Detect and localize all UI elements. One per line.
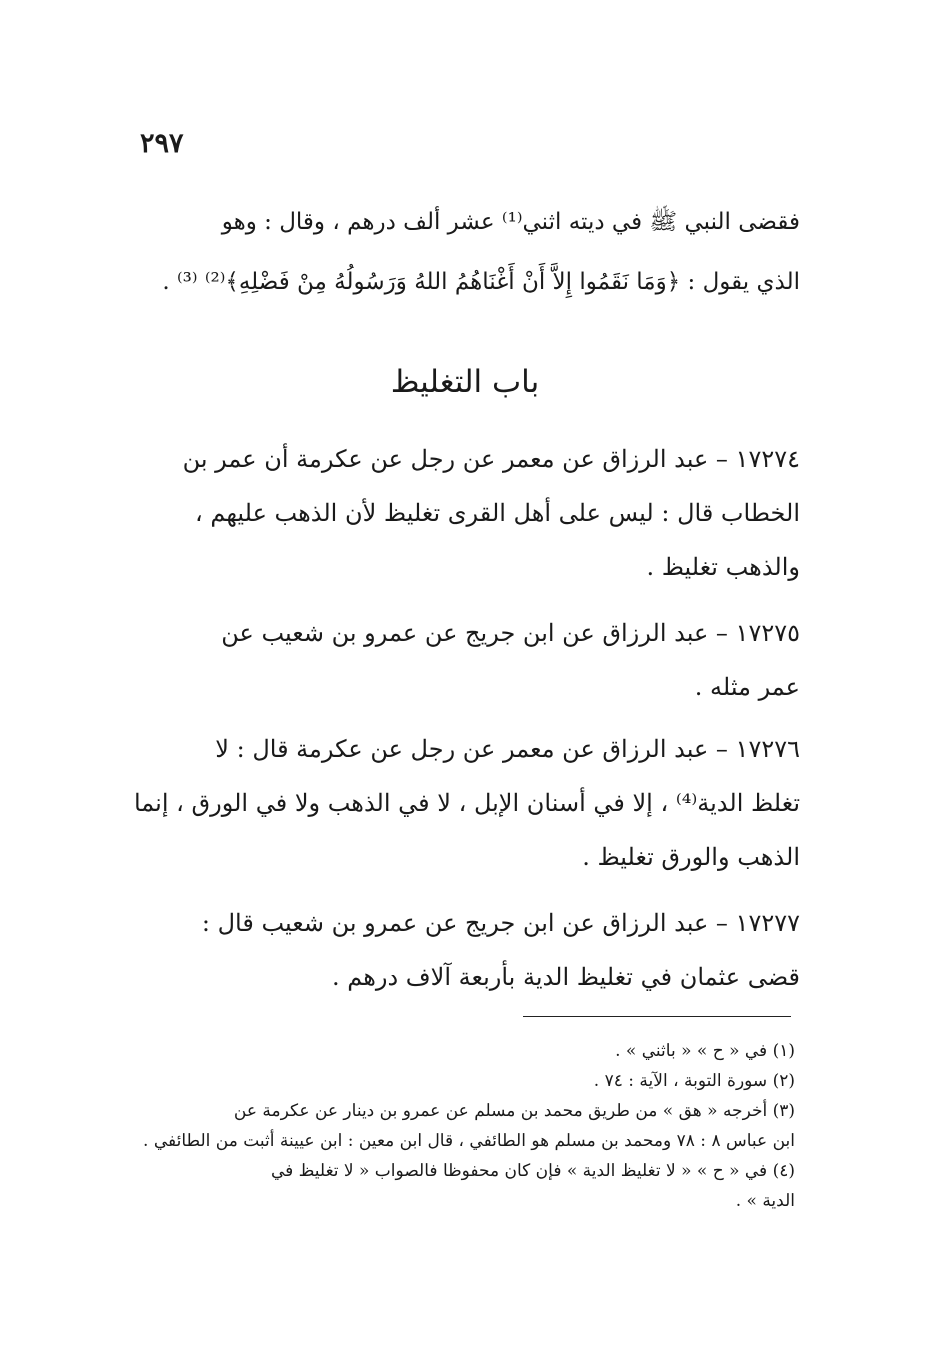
hadith-17274 <box>130 432 800 594</box>
hadith-17277 <box>130 896 800 1004</box>
hadith-line: ١٧٢٧٤ – عبد الرزاق عن معمر عن رجل عن عكرمة أن عمر بن <box>182 445 800 473</box>
page-number: ٢٩٧ <box>140 128 184 159</box>
intro-line: فقضى النبي ﷺ في ديته اثني⁽¹⁾ عشر ألف درهم ، وقال : وهو <box>221 209 800 235</box>
hadith-line: ١٧٢٧٦ – عبد الرزاق عن معمر عن رجل عن عكرمة قال : لا <box>215 735 800 763</box>
footnote-3-continued: ابن عباس ٨ : ٧٨ ومحمد بن مسلم هو الطائفي ، قال ابن معين : ابن عيينة أثبت من الطائفي . <box>143 1131 795 1151</box>
intro-line: الذي يقول : ﴿وَمَا نَقَمُوا إِلاَّ أَنْ أَغْنَاهُمُ اللهُ وَرَسُولُهُ مِنْ فَضْلِهِ﴾⁽²⁾ ⁽³⁾ . <box>162 269 800 295</box>
footnote-3: (٣) أخرجه « هق » من طريق محمد بن مسلم عن عمرو بن دينار عن عكرمة عن <box>233 1101 795 1121</box>
footnotes <box>125 1036 795 1216</box>
footnote-4-continued: الدية » . <box>735 1191 795 1211</box>
hadith-17275 <box>130 606 800 714</box>
intro-paragraph <box>130 192 800 312</box>
footnote-divider <box>523 1016 791 1017</box>
hadith-line: ١٧٢٧٧ – عبد الرزاق عن ابن جريج عن عمرو بن شعيب قال : <box>201 909 800 937</box>
chapter-title: باب التغليظ <box>390 364 540 400</box>
hadith-line: الخطاب قال : ليس على أهل القرى تغليظ لأن الذهب عليهم ، <box>195 499 800 527</box>
hadith-line: والذهب تغليظ . <box>646 553 800 581</box>
hadith-line: ١٧٢٧٥ – عبد الرزاق عن ابن جريج عن عمرو بن شعيب عن <box>221 619 800 647</box>
hadith-line: قضى عثمان في تغليظ الدية بأربعة آلاف درهم . <box>332 963 800 991</box>
footnote-2: (٢) سورة التوبة ، الآية : ٧٤ . <box>593 1071 795 1091</box>
hadith-17276 <box>130 722 800 884</box>
hadith-line: الذهب والورق تغليظ . <box>582 843 800 871</box>
hadith-line: عمر مثله . <box>694 673 800 701</box>
footnote-1: (١) في « ح » « باثني » . <box>615 1041 795 1061</box>
hadith-line: تغلظ الدية⁽⁴⁾ ، إلا في أسنان الإبل ، لا في الذهب ولا في الورق ، إنما <box>133 789 800 817</box>
footnote-4: (٤) في « ح » « لا تغليظ الدية » فإن كان محفوظا فالصواب « لا تغليظ في <box>270 1161 795 1181</box>
